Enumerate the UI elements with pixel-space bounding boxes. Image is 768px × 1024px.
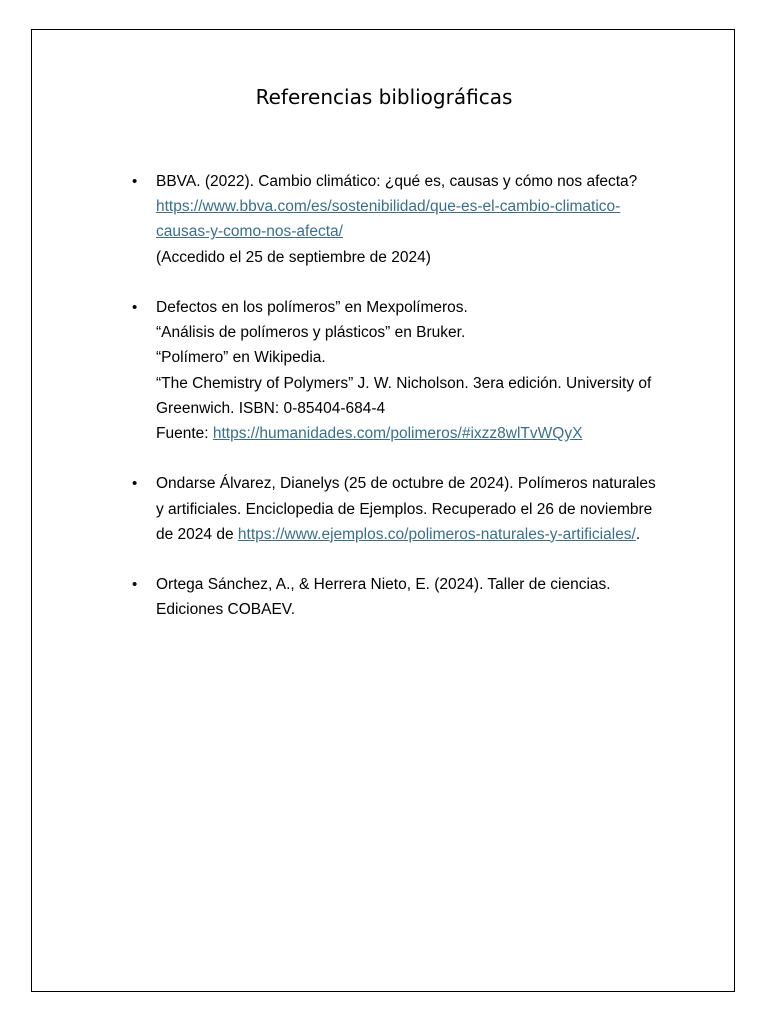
- reference-line: Defectos en los polímeros” en Mexpolímeros.: [156, 299, 468, 316]
- bbva-link-part1[interactable]: https://www.bbva.com/es/sostenibilidad/que-es-el-cambio-climatico-: [156, 198, 621, 216]
- reference-item-bbva: [128, 169, 668, 270]
- bullet-icon: •: [132, 173, 138, 190]
- ejemplos-link[interactable]: https://www.ejemplos.co/polimeros-naturales-y-artificiales/: [237, 525, 636, 543]
- reference-line: Ortega Sánchez, A., & Herrera Nieto, E. (2024). Taller de ciencias.: [156, 576, 611, 594]
- reference-item-ortega: [128, 572, 668, 622]
- accessed-date: (Accedido el 25 de septiembre de 2024): [156, 248, 431, 266]
- reference-line: “Análisis de polímeros y plásticos” en Bruker.: [156, 324, 466, 342]
- page-title: Referencias bibliográficas: [255, 85, 513, 109]
- bullet-icon: •: [132, 576, 138, 594]
- reference-item-polimeros: [128, 295, 668, 446]
- line-suffix: .: [635, 525, 641, 543]
- reference-item-ondarse: [128, 471, 668, 547]
- bullet-icon: •: [132, 299, 138, 316]
- bullet-icon: •: [132, 475, 138, 493]
- reference-line: Greenwich. ISBN: 0-85404-684-4: [156, 399, 386, 417]
- reference-line-with-link: [156, 522, 668, 547]
- source-label: Fuente:: [156, 425, 213, 443]
- reference-line: Ondarse Álvarez, Dianelys (25 de octubre de 2024). Polímeros naturales: [156, 475, 656, 493]
- document-page: [31, 29, 735, 992]
- humanidades-link[interactable]: https://humanidades.com/polimeros/#ixzz8wlTvWQyX: [212, 425, 583, 443]
- reference-list: [128, 169, 668, 648]
- reference-line: “The Chemistry of Polymers” J. W. Nicholson. 3era edición. University of: [156, 374, 652, 392]
- reference-line: Ediciones COBAEV.: [156, 601, 296, 619]
- reference-line: “Polímero” en Wikipedia.: [156, 349, 326, 367]
- reference-line: y artificiales. Enciclopedia de Ejemplos. Recuperado el 26 de noviembre: [156, 500, 653, 518]
- source-line: [156, 421, 668, 446]
- bbva-link-part2[interactable]: causas-y-como-nos-afecta/: [156, 223, 343, 241]
- line-prefix: de 2024 de: [156, 525, 238, 543]
- reference-text: BBVA. (2022). Cambio climático: ¿qué es, causas y cómo nos afecta?: [156, 173, 638, 190]
